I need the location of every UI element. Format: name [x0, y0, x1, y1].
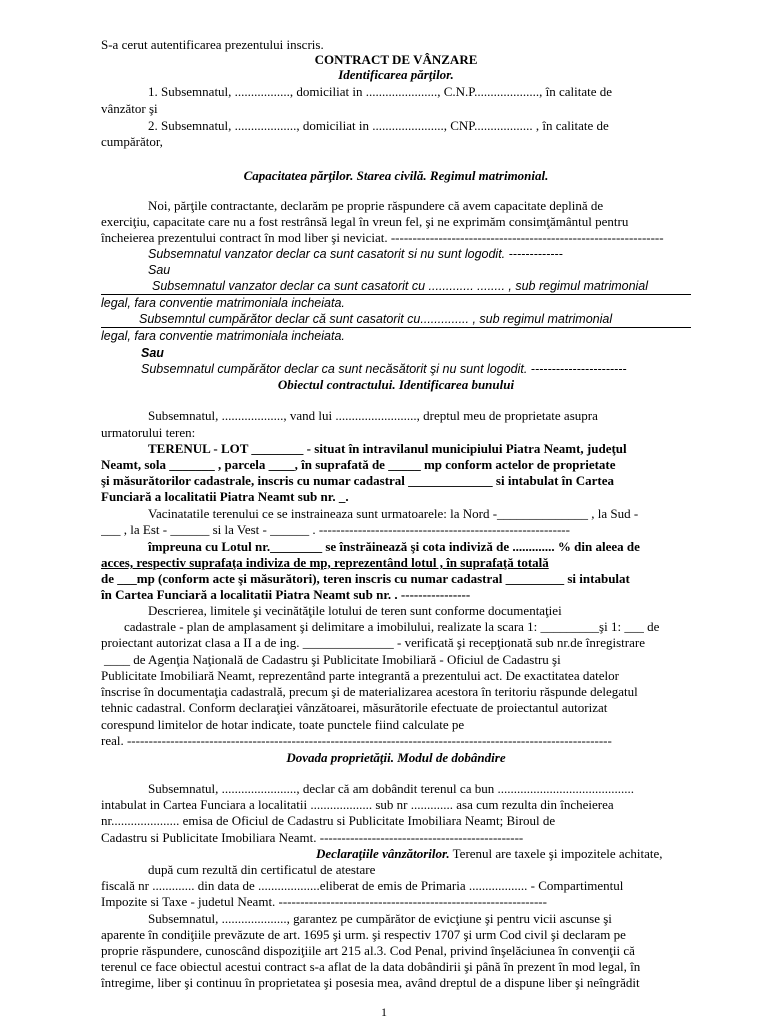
guarantee-paragraph-line: proprie răspundere, cunoscând dispoziţiile art 215 al.3. Cod Penal, privind înşelăciunea în convenţii că: [101, 943, 635, 958]
party-2-role: cumpărător,: [101, 134, 163, 149]
tax-certificate-line: după cum rezultă din certificatul de atestare: [148, 862, 376, 877]
section-heading-capacity: Capacitatea părţilor. Starea civilă. Regimul matrimonial.: [243, 168, 549, 183]
capacity-paragraph-line: încheierea prezentului contract în mod liber şi neviciat. ---------------------------------------------------------------: [101, 230, 664, 245]
access-share-line: împreuna cu Lotul nr.________ se înstrăinează şi cota indiviză de ............. % din aleea de: [148, 539, 640, 554]
party-1-role: vânzător şi: [101, 101, 158, 116]
guarantee-paragraph-line: terenul ce face obiectul acestui contract s-a aflat de la data dobândirii şi până în prezent în mod legal, în: [101, 959, 641, 974]
authentication-note: S-a cerut autentificarea prezentului inscris.: [101, 37, 324, 52]
page-number: 1: [381, 1005, 387, 1019]
cadastral-paragraph-line: înscrise în documentaţia cadastrală, precum şi de materializarea acestora în teritoriu răspunde delegatul: [101, 684, 638, 699]
neighbours-line: ___ , la Est - ______ si la Vest - ______ . ----------------------------------------------------------: [101, 522, 570, 537]
guarantee-paragraph-line: întregime, liber şi continuu în proprietatea şi posesia mea, având dreptul de a dispune liber şi neîngrădit: [101, 975, 640, 990]
buyer-married-statement: Subsemntul cumpărător declar că sunt casatorit cu.............. , sub regimul matrimonial: [139, 312, 613, 326]
tax-certificate-line: fiscală nr ............. din data de ...................eliberat de emis de Primaria .................. - Compartimentul: [101, 878, 624, 893]
cadastral-paragraph-line: Descrierea, limitele şi vecinătăţile lotului de teren sunt conforme documentaţiei: [148, 603, 562, 618]
cadastral-paragraph-line: real. ----------------------------------------------------------------------------------------------------------------: [101, 733, 612, 748]
access-share-line: de ___mp (conform acte şi măsurători), teren inscris cu numar cadastral _________ si intabulat: [101, 571, 630, 586]
buyer-married-statement-cont: legal, fara conventie matrimoniala incheiata.: [101, 329, 345, 343]
land-lot-description: şi măsurătorilor cadastrale, inscris cu numar cadastral _____________ si intabulat în Cartea: [101, 473, 615, 488]
section-heading-parties: Identificarea părţilor.: [338, 67, 454, 82]
cadastral-paragraph-line: corespund limitelor de hotar indicate, toate punctele fiind calculate pe: [101, 717, 465, 732]
land-lot-description: TERENUL - LOT ________ - situat în intravilanul municipiului Piatra Neamt, judeţul: [148, 441, 627, 456]
access-share-line: în Cartea Funciară a localitatii Piatra Neamt sub nr. . ----------------: [101, 587, 471, 602]
access-share-line: acces, respectiv suprafaţa indiviza de mp, reprezentând lotul , în suprafaţă totală: [101, 555, 549, 570]
document-title: CONTRACT DE VÂNZARE: [314, 52, 478, 67]
party-1-line: 1. Subsemnatul, ................., domiciliat in ......................, C.N.P...................., în calitate de: [148, 84, 612, 99]
capacity-paragraph-line: Noi, părţile contractante, declarăm pe proprie răspundere că avem capacitate deplină de: [148, 198, 604, 213]
section-heading-object: Obiectul contractului. Identificarea bunului: [277, 377, 515, 392]
alternative-label: Sau: [148, 263, 171, 277]
guarantee-paragraph-line: Subsemnatul, ...................., garantez pe cumpărător de evicţiune şi pentru vicii ascunse şi: [148, 911, 612, 926]
seller-marital-statement: Subsemnatul vanzator declar ca sunt casatorit si nu sunt logodit. -------------: [148, 247, 563, 261]
cadastral-paragraph-line: Publicitate Imobiliară Neamt, reprezentând parte integrantă a prezentului act. De exactitatea datelor: [101, 668, 619, 683]
object-paragraph-line: Subsemnatul, ..................., vand lui ........................., dreptul meu de proprietate asupra: [148, 408, 598, 423]
seller-married-statement: Subsemnatul vanzator declar ca sunt casatorit cu ............. ........ , sub regimul matrimonial: [152, 279, 649, 293]
party-2-line: 2. Subsemnatul, ..................., domiciliat in ......................, CNP.................. , în calitate de: [148, 118, 609, 133]
cadastral-paragraph-line: ____ de Agenţia Naţională de Cadastru şi Publicitate Imobiliară - Oficiul de Cadastru şi: [104, 652, 561, 667]
seller-declarations-line: [101, 846, 691, 862]
buyer-unmarried-statement: Subsemnatul cumpărător declar ca sunt necăsătorit şi nu sunt logodit. -----------------------: [141, 362, 627, 376]
tax-certificate-line: Impozite si Taxe - judetul Neamt. --------------------------------------------------------------: [101, 894, 547, 909]
cadastral-paragraph-line: cadastrale - plan de amplasament şi delimitare a imobilului, realizate la scara 1: _________şi 1: ___ de: [124, 619, 660, 634]
section-heading-ownership: Dovada proprietăţii. Modul de dobândire: [286, 750, 506, 765]
ownership-paragraph-line: Cadastru si Publicitate Imobiliara Neamt. -----------------------------------------------: [101, 830, 524, 845]
alternative-label: Sau: [141, 346, 164, 360]
seller-married-statement-cont: legal, fara conventie matrimoniala incheiata.: [101, 296, 345, 310]
ownership-paragraph-line: intabulat in Cartea Funciara a localitatii ................... sub nr ............. asa cum rezulta din încheierea: [101, 797, 614, 812]
seller-declarations-heading: Declaraţiile vânzătorilor.: [316, 846, 450, 861]
land-lot-description: Neamt, sola _______ , parcela ____, în suprafată de _____ mp conform actelor de proprietate: [101, 457, 616, 472]
land-lot-description: Funciară a localitatii Piatra Neamt sub nr. _.: [101, 489, 349, 504]
guarantee-paragraph-line: aparente în condiţiile prevăzute de art. 1695 şi urm. şi respectiv 1707 şi urm Cod civil şi declaram pe: [101, 927, 626, 942]
neighbours-line: Vacinatatile terenului ce se instraineaza sunt urmatoarele: la Nord -______________ , la Sud -: [148, 506, 639, 521]
cadastral-paragraph-line: proiectant autorizat clasa a II a de ing. ______________ - verificată şi recepţionată sub nr.de înregistrare: [101, 635, 645, 650]
seller-declarations-text: Terenul are taxele şi impozitele achitate,: [449, 846, 663, 861]
ownership-paragraph-line: Subsemnatul, ......................., declar că am dobândit terenul ca bun ..........................................: [148, 781, 634, 796]
cadastral-paragraph-line: tehnic cadastral. Conform declaraţiei vânzătoarei, măsurătorile efectuate de proiectantul autorizat: [101, 700, 608, 715]
capacity-paragraph-line: exerciţiu, capacitate care nu a fost restrânsă legal în vreun fel, şi ne exprimăm consimţământul pentru: [101, 214, 629, 229]
object-paragraph-line: urmatorului teren:: [101, 425, 196, 440]
ownership-paragraph-line: nr..................... emisa de Oficiul de Cadastru si Publicitate Imobiliara Neamt; Biroul de: [101, 813, 556, 828]
